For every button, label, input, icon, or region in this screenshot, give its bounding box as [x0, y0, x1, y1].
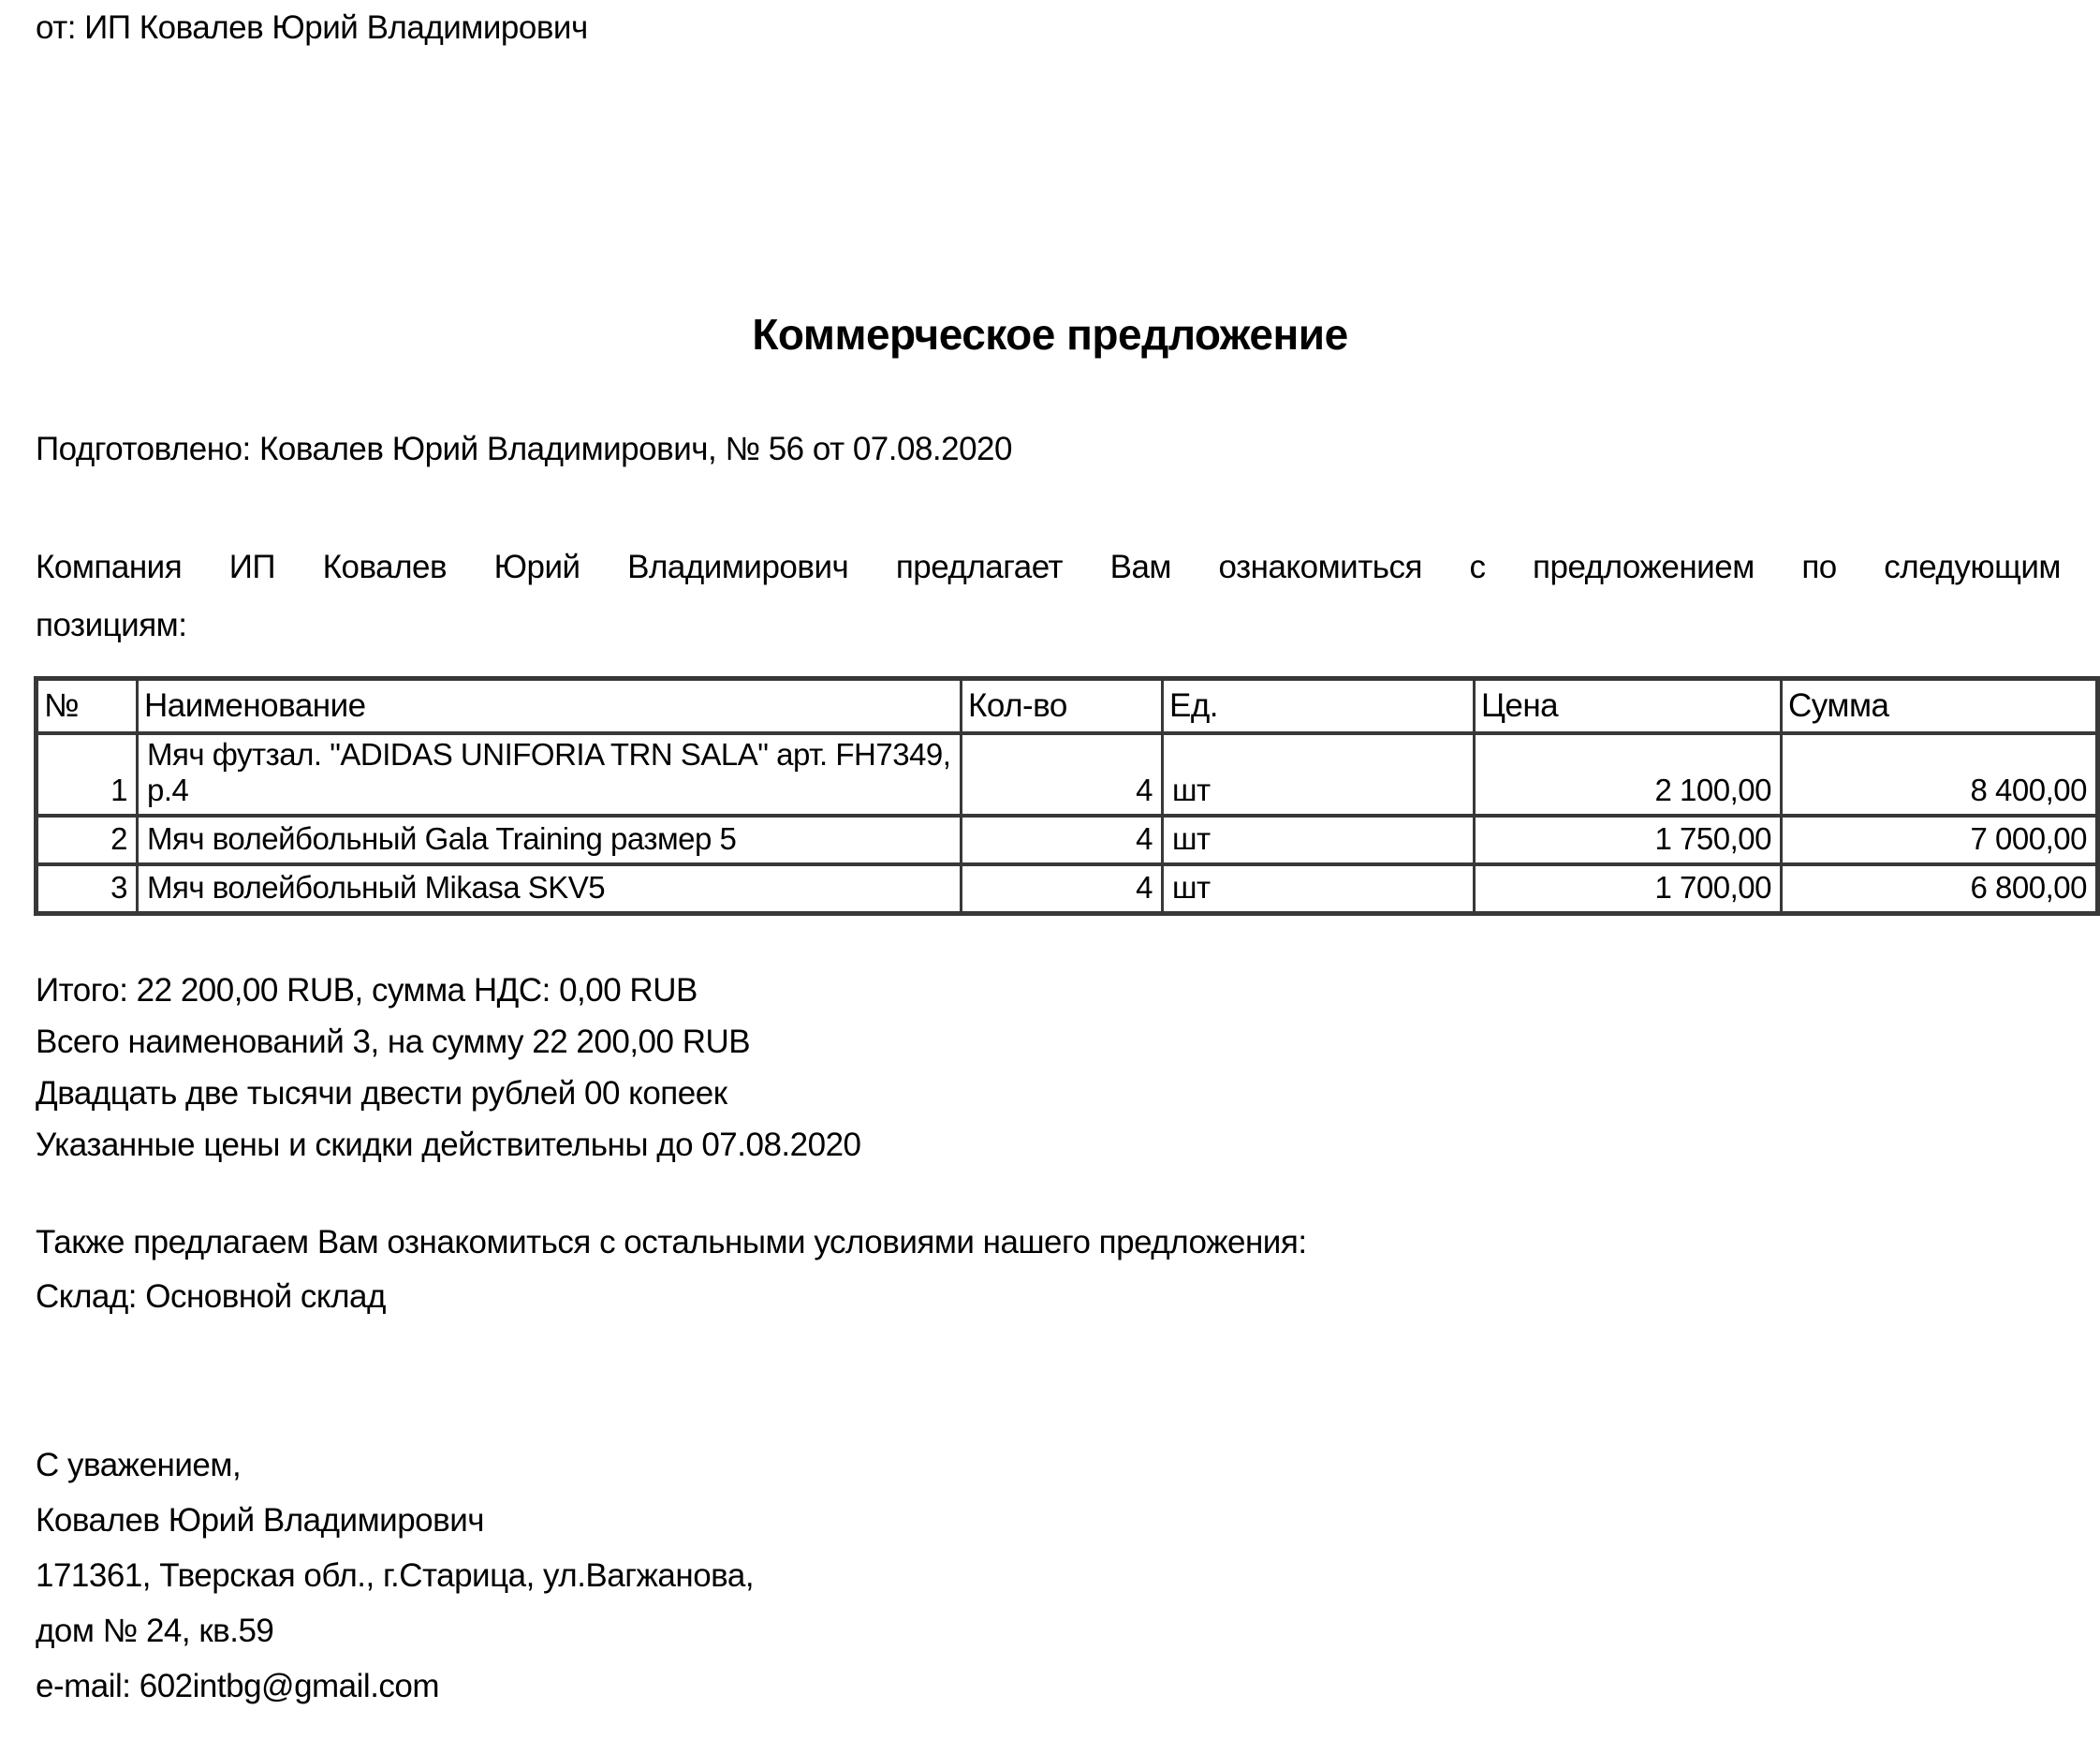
cell-unit: шт	[1163, 733, 1475, 816]
cell-unit: шт	[1163, 864, 1475, 913]
cell-name: Мяч футзал. "ADIDAS UNIFORIA TRN SALA" арт. FH7349, р.4	[138, 733, 962, 816]
table-header-row	[37, 679, 2098, 734]
address-line-2: дом № 24, кв.59	[36, 1613, 274, 1649]
warehouse-line: Склад: Основной склад	[36, 1278, 386, 1315]
cell-name: Мяч волейбольный Mikasa SKV5	[138, 864, 962, 913]
cell-number: 1	[37, 733, 138, 816]
cell-price: 1 700,00	[1475, 864, 1782, 913]
cell-sum: 8 400,00	[1782, 733, 2098, 816]
cell-unit: шт	[1163, 816, 1475, 864]
intro-line-1: Компания ИП Ковалев Юрий Владимирович предлагает Вам ознакомиться с предложением по следующим	[36, 549, 2061, 585]
intro-paragraph	[36, 538, 2061, 655]
items-count-line: Всего наименований 3, на сумму 22 200,00 RUB	[36, 1024, 751, 1060]
col-header-name: Наименование	[138, 679, 962, 734]
amount-in-words-line: Двадцать две тысячи двести рублей 00 копеек	[36, 1075, 727, 1112]
total-line: Итого: 22 200,00 RUB, сумма НДС: 0,00 RUB	[36, 972, 698, 1009]
table-row	[37, 733, 2098, 816]
col-header-unit: Ед.	[1163, 679, 1475, 734]
validity-line: Указанные цены и скидки действительны до 07.08.2020	[36, 1127, 861, 1163]
items-table	[34, 676, 2100, 916]
address-line-1: 171361, Тверская обл., г.Старица, ул.Вагжанова,	[36, 1557, 755, 1594]
intro-line-2: позициям:	[36, 607, 187, 643]
cell-quantity: 4	[962, 864, 1163, 913]
conditions-intro-line: Также предлагаем Вам ознакомиться с остальными условиями нашего предложения:	[36, 1224, 1307, 1260]
regards-line: С уважением,	[36, 1447, 242, 1483]
page-title: Коммерческое предложение	[752, 310, 1348, 359]
signature-block	[36, 1437, 2063, 1714]
conditions-block	[36, 1216, 2063, 1324]
table-row	[37, 816, 2098, 864]
cell-sum: 6 800,00	[1782, 864, 2098, 913]
cell-number: 2	[37, 816, 138, 864]
cell-price: 1 750,00	[1475, 816, 1782, 864]
prepared-line: Подготовлено: Ковалев Юрий Владимирович, № 56 от 07.08.2020	[36, 431, 1012, 467]
table-row	[37, 864, 2098, 913]
cell-number: 3	[37, 864, 138, 913]
cell-quantity: 4	[962, 733, 1163, 816]
totals-block	[36, 965, 2063, 1171]
cell-name: Мяч волейбольный Gala Training размер 5	[138, 816, 962, 864]
items-table-container	[34, 676, 2100, 916]
sender-line: от: ИП Ковалев Юрий Владимирович	[36, 9, 588, 46]
cell-quantity: 4	[962, 816, 1163, 864]
cell-sum: 7 000,00	[1782, 816, 2098, 864]
col-header-quantity: Кол-во	[962, 679, 1163, 734]
sender-name-line: Ковалев Юрий Владимирович	[36, 1502, 485, 1539]
col-header-sum: Сумма	[1782, 679, 2098, 734]
email-line: e-mail: 602intbg@gmail.com	[36, 1668, 440, 1704]
cell-price: 2 100,00	[1475, 733, 1782, 816]
col-header-price: Цена	[1475, 679, 1782, 734]
col-header-number: №	[37, 679, 138, 734]
